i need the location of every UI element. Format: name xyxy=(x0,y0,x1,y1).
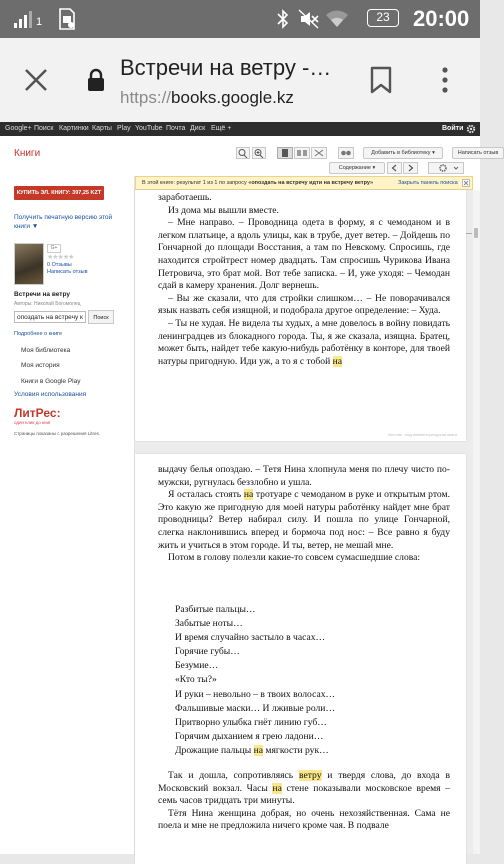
search-result-bar xyxy=(135,176,473,190)
page-title: Встречи на ветру -… xyxy=(120,55,332,80)
url-protocol: https:// xyxy=(120,88,172,107)
scrollbar-thumb[interactable] xyxy=(474,228,478,238)
sign-in-button[interactable]: Войти xyxy=(442,125,464,132)
text-run: «Кто ты?» xyxy=(175,674,217,686)
poem-line xyxy=(175,688,335,702)
close-icon[interactable] xyxy=(22,66,50,94)
text-run: Потом в голову полезли какие-то совсем сумасшедшие слова: xyxy=(168,552,421,564)
close-icon[interactable] xyxy=(462,179,470,187)
write-review-button[interactable]: Написать отзыв xyxy=(452,147,504,159)
zoom-in-icon[interactable] xyxy=(252,147,266,159)
text-run: – Ты не худая. Не видела ты худых, а мне довелось в войну повидать ленинградцев из блокадного города. Ты, я же сказала, изящна. Братец, может быть, найдет тебе какую-нибудь работёнку в конторе, для твоей натуры пригодную. Иди уж, а то я с тобой xyxy=(158,317,450,367)
poem-line xyxy=(175,631,335,645)
lock-icon xyxy=(86,68,106,92)
signal-icon xyxy=(14,10,43,28)
gplus-button[interactable]: G+ xyxy=(47,244,61,253)
triangle-down-icon: ▼ xyxy=(31,223,39,230)
litres-name: ЛитРес: xyxy=(14,406,61,420)
gbar-link-youtube[interactable]: YouTube xyxy=(135,125,163,132)
poem-line xyxy=(175,730,335,744)
poem-line xyxy=(175,673,335,687)
text-run: Притворно улыбка гнёт линию губ… xyxy=(175,716,327,728)
buy-ebook-button[interactable]: КУПИТЬ ЭЛ. КНИГУ: 397,25 KZT xyxy=(14,186,104,200)
paragraph xyxy=(158,217,450,293)
contents-dropdown[interactable] xyxy=(329,162,385,174)
google-bar xyxy=(0,122,480,136)
text-run: Я осталась стоять xyxy=(168,489,244,501)
two-page-icon[interactable] xyxy=(294,147,310,159)
gbar-link-search[interactable]: Поиск xyxy=(34,125,54,132)
write-review-link[interactable]: Написать отзыв xyxy=(47,269,88,275)
book-page xyxy=(135,190,466,441)
sidebar-item-play[interactable]: Книги в Google Play xyxy=(21,378,81,385)
poem-line xyxy=(175,617,335,631)
text-run: Фальшивые маски… И лживые роли… xyxy=(175,702,336,714)
paragraph xyxy=(158,293,450,318)
book-viewer[interactable] xyxy=(135,190,473,854)
sidebar xyxy=(0,136,135,854)
url-host: books.google.kz xyxy=(171,88,294,107)
poem-line xyxy=(175,702,335,716)
text-run: Разбитые пальцы… xyxy=(175,604,256,615)
print-version-text: Получить печатную версию этой книги xyxy=(14,214,113,230)
book-page xyxy=(135,454,466,864)
poem-line xyxy=(175,645,335,659)
single-page-icon[interactable] xyxy=(277,147,293,159)
paragraph xyxy=(158,464,450,489)
paragraph xyxy=(158,770,450,808)
paragraph xyxy=(158,552,450,565)
book-cover[interactable] xyxy=(14,243,44,285)
book-author: Авторы: Николай Богомолец xyxy=(14,301,81,307)
scrollbar[interactable] xyxy=(473,190,480,854)
clock: 20:00 xyxy=(413,6,470,31)
text-run: – Мне направо. – Проводница одета в форму, я с чемоданом и в легком платьице, а вдоль улицы, как в трубе, дует ветер. – Дойдешь по Гончарной до площади Восстания, а там по Невскому. Спросишь, где находится стройтрест номер двадцать. Там спросишь Чурикова Ивана Петровича, это брат мой. Вот тебе записка. – И, уже уходя: – Чемодан сдай в камеру хранения. Долг вернешь. xyxy=(158,217,450,292)
text-run: и твердя слова, до входа в Московский вокзал. Часы xyxy=(158,770,450,794)
gbar-link-maps[interactable]: Карты xyxy=(92,125,112,132)
text-run: Горячим дыханием я грею ладони… xyxy=(175,730,324,742)
text-run: – Вы же сказали, что для стройки слишком… – Не поворачивался язык назвать себя изящной, и подобрала другое определение: – Худа. xyxy=(158,292,450,317)
link-icon[interactable] xyxy=(338,147,354,159)
search-highlight: на xyxy=(272,782,282,794)
terms-link[interactable]: Условия использования xyxy=(14,391,87,398)
search-input[interactable]: опоздать на встречу к xyxy=(14,311,86,323)
page-text xyxy=(158,192,450,368)
text-run: Безумие… xyxy=(175,660,219,672)
poem-line xyxy=(175,603,335,617)
settings-gear-icon[interactable] xyxy=(428,162,464,174)
text-run: Тётя Нина женщина добрая, но очень нехозяйственная. Сама не поела и мне не предложила ничего кроме чая. В подвале xyxy=(158,807,450,832)
poem-line xyxy=(175,659,335,673)
text-run: Горячие губы… xyxy=(175,646,240,658)
battery-icon: 23 xyxy=(367,9,399,27)
text-run: И время случайно застыло в часах… xyxy=(175,632,326,644)
more-vert-icon[interactable] xyxy=(440,66,450,94)
gbar-link-images[interactable]: Картинки xyxy=(59,125,89,132)
status-bar xyxy=(0,0,480,38)
permission-note: Страницы показаны с разрешения Litres. xyxy=(14,431,100,436)
gbar-link-more[interactable]: Ещё + xyxy=(211,125,232,132)
text-run: Забытые ноты… xyxy=(175,618,243,630)
search-result-text xyxy=(142,177,373,189)
text-run: заработаешь. xyxy=(158,192,212,203)
text-run: выдачу белья опоздаю. – Тетя Нина хлопнула меня по плечу чисто по-мужски, ругнулась беззлобно и ушла. xyxy=(158,464,450,488)
sidebar-item-history[interactable]: Моя история xyxy=(21,362,60,369)
text-run: мягкости рук… xyxy=(263,744,329,756)
chevron-down-icon: ▾ xyxy=(372,165,376,171)
search-result-prefix: В этой книге: результат 1 из 1 по запросу xyxy=(142,180,249,186)
gbar-link-gplus[interactable]: Google+ xyxy=(5,125,32,132)
books-page xyxy=(0,136,499,854)
sidebar-item-library[interactable]: Моя библиотека xyxy=(21,347,71,354)
gear-icon[interactable] xyxy=(466,124,476,134)
zoom-out-icon[interactable] xyxy=(236,147,250,159)
search-highlight: ветру xyxy=(298,770,322,781)
print-version-link[interactable] xyxy=(14,213,119,231)
paragraph xyxy=(158,192,450,205)
page-footnote: Ист.ник - под.элемент.ресурсов книги xyxy=(388,432,458,437)
bluetooth-icon xyxy=(274,9,292,29)
signal-label: 1 xyxy=(36,16,43,28)
search-query: «опоздать на встречу идти на встречу ветру» xyxy=(248,180,374,186)
paragraph xyxy=(158,489,450,552)
page-marker xyxy=(466,233,472,234)
contents-label: Содержание xyxy=(338,165,371,171)
page-text xyxy=(158,770,450,833)
text-run: стене показывали московское время – семь часов тридцать три минуты. xyxy=(158,782,450,807)
paragraph xyxy=(158,205,450,218)
gbar-link-mail[interactable]: Почта xyxy=(166,125,186,132)
poem-line xyxy=(175,716,335,730)
gbar-link-play[interactable]: Play xyxy=(117,125,131,132)
prev-page-icon[interactable] xyxy=(387,162,402,174)
text-run: И руки – невольно – в твоих волосах… xyxy=(175,688,336,700)
search-highlight: на xyxy=(243,489,254,501)
add-to-library-label: Добавить в библиотеку xyxy=(371,150,431,156)
next-page-icon[interactable] xyxy=(403,162,418,174)
paragraph xyxy=(158,318,450,368)
bookmark-icon[interactable] xyxy=(370,66,392,94)
reviews-link[interactable]: 0 Отзывы xyxy=(47,262,72,268)
url-field[interactable] xyxy=(120,88,294,108)
fullscreen-icon[interactable] xyxy=(311,147,327,159)
book-title: Встречи на ветру xyxy=(14,291,70,298)
page-text xyxy=(158,464,450,565)
wifi-icon xyxy=(326,10,348,28)
search-button[interactable]: Поиск xyxy=(88,310,114,324)
books-logo[interactable]: Книги xyxy=(14,148,41,159)
litres-tagline: один клик до книг xyxy=(14,420,51,425)
poem-line xyxy=(175,744,335,758)
poem xyxy=(175,603,335,758)
browser-toolbar xyxy=(0,38,480,123)
about-book-link[interactable]: Подробнее о книге xyxy=(14,331,63,337)
text-run: тротуаре с чемоданом в руке и открытым ртом. Это какую же пригодную для моей натуры работёнку найдет мне брат проводницы? Ветер набирал силу. И пошла по улице Гончарной, слегка наклонившись вперед и бормоча под нос: – Все равно я буду жить и учиться в этом городе. И ты, ветер, не мешай мне. xyxy=(158,489,451,551)
text-run: Дрожащие пальцы xyxy=(175,744,254,756)
gbar-link-drive[interactable]: Диск xyxy=(190,125,206,132)
text-run: Так и дошла, сопротивляясь xyxy=(168,770,299,781)
paragraph xyxy=(158,808,450,833)
search-highlight: на xyxy=(253,744,263,756)
close-search-panel-link[interactable]: Закрыть панель поиска xyxy=(398,180,458,186)
chevron-down-icon: ▾ xyxy=(432,150,435,156)
rating-stars: ★★★★★ xyxy=(47,254,74,261)
app-notification-icon xyxy=(58,8,76,30)
search-highlight: на xyxy=(332,355,343,367)
mute-icon xyxy=(298,9,320,29)
text-run: Из дома мы вышли вместе. xyxy=(168,204,279,216)
add-to-library-button[interactable] xyxy=(363,147,443,159)
litres-logo[interactable] xyxy=(14,406,61,425)
